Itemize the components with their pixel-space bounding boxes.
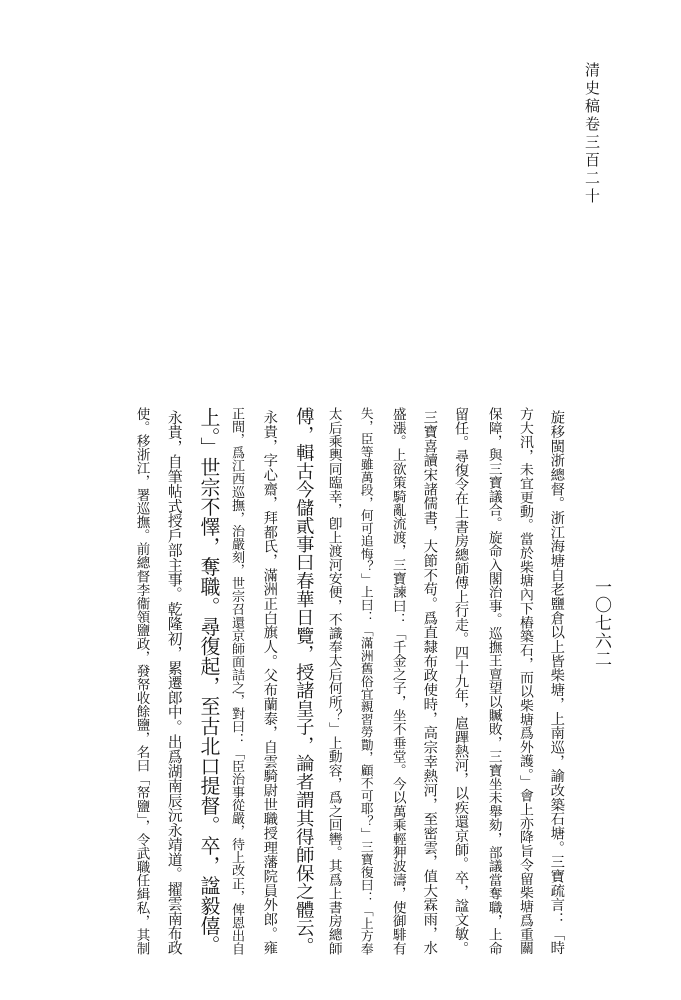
text-column: 留任。尋復令在上書房總師傅上行走。四十九年，扈蹕熱河，以疾還京師。卒，諡文敏。 — [453, 407, 470, 955]
text-column: 正間，爲江西巡撫，治嚴刻，世宗召還京師面詰之，對曰：「臣治事從嚴，待上改正，俾恩出自 — [229, 407, 245, 956]
text-column: 三寶喜讀宋諸儒書，大節不苟。爲直隸布政使時，高宗幸熱河，至密雲，值大霖雨，水 — [421, 410, 438, 955]
text-column: 失，臣等雖萬段，何可追悔？」上曰：「滿洲舊俗宜親習勞勩，顧不可耶？」三寶復曰：「上方奉 — [357, 407, 373, 955]
text-column: 保障，與三寶議合。旋命入閣治事。巡撫王亶望以贓敗，三寶坐未舉劾，部議當奪職，上命 — [485, 407, 502, 955]
text-column: 盛漲。上欲策騎亂流渡，三寶諫曰：「千金之子，坐不垂堂。今以萬乘輕狎波濤，使御騑有 — [389, 407, 406, 955]
text-column: 永貴，字心齋，拜都氏，滿洲正白旗人。父布蘭泰，自雲騎尉世職授理藩院員外郎。雍 — [261, 410, 278, 955]
text-column: 傅，輯古今儲貳事曰春華日覽，授諸皇子，論者謂其得師保之體云。 — [293, 407, 315, 956]
text-column: 使。移浙江，署巡撫。前總督李衞領鹽政，發帑收餘鹽，名曰「帑鹽」，令武職任緝私，其制 — [133, 407, 150, 955]
text-column: 上。」世宗不懌，奪職。尋復起，至古北口提督。卒，諡毅僖。 — [196, 407, 220, 956]
page-number: 一〇七六二 — [591, 578, 611, 668]
text-column: 太后乘輿同臨幸，卽上渡河安便，不識奉太后何所？」上動容，爲之回轡。其爲上書房總師 — [325, 407, 342, 955]
text-column: 旋移閩浙總督。浙江海塘自老鹽倉以上皆柴塘，上南巡，諭改築石塘。三寶疏言：「時 — [548, 410, 565, 955]
running-header: 清史稿卷三百二十 — [583, 62, 601, 206]
text-column: 方大汛，未宜更動。當於柴塘內下樁築石，而以柴塘爲外護。」會上亦降旨令留柴塘爲重關 — [516, 407, 533, 955]
text-column: 永貴，自筆帖式授戶部主事。乾隆初，累遷郎中。出爲湖南辰沅永靖道。擢雲南布政 — [165, 410, 183, 956]
